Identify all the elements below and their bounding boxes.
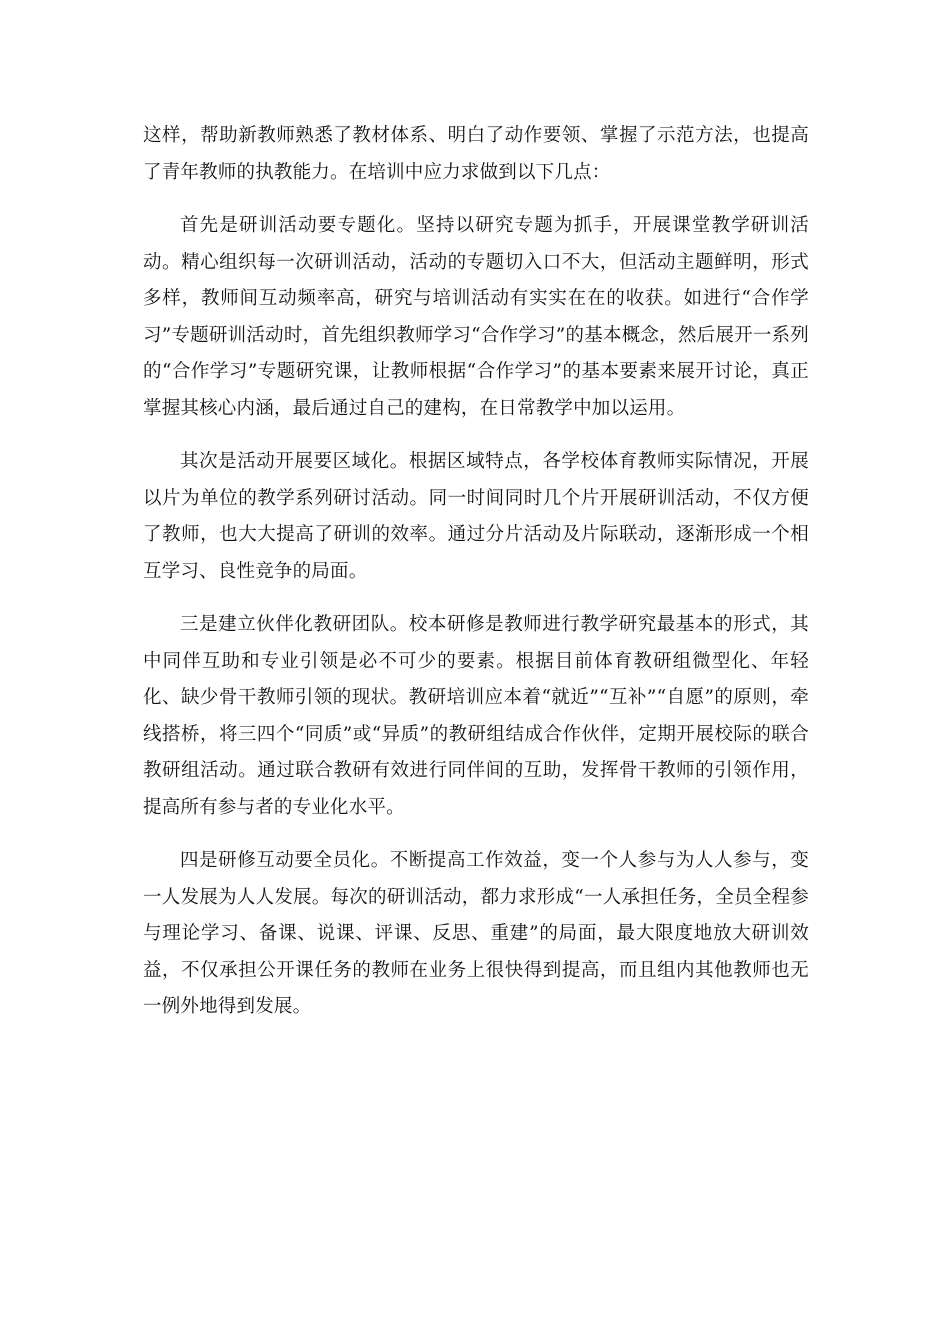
paragraph-continuation: 这样，帮助新教师熟悉了教材体系、明白了动作要领、掌握了示范方法，也提高了青年教师的执教能力。在培训中应力求做到以下几点： bbox=[143, 125, 809, 183]
paragraph-regional-activities: 其次是活动开展要区域化。根据区域特点，各学校体育教师实际情况，开展以片为单位的教学系列研讨活动。同一时间同时几个片开展研训活动，不仅方便了教师，也大大提高了研训的效率。通过分片活动及片际联动，逐渐形成一个相互学习、良性竞争的局面。 bbox=[143, 451, 809, 582]
paragraph-partner-teams: 三是建立伙伴化教研团队。校本研修是教师进行教学研究最基本的形式，其中同伴互助和专业引领是必不可少的要素。根据目前体育教研组微型化、年轻化、缺少骨干教师引领的现状。教研培训应本着“就近”“互补”“自愿”的原则，牵线搭桥，将三四个“同质”或“异质”的教研组结成合作伙伴，定期开展校际的联合教研组活动。通过联合教研有效进行同伴间的互助，发挥骨干教师的引领作用，提高所有参与者的专业化水平。 bbox=[143, 614, 809, 818]
paragraph-full-participation: 四是研修互动要全员化。不断提高工作效益，变一个人参与为人人参与，变一人发展为人人发展。每次的研训活动，都力求形成“一人承担任务，全员全程参与理论学习、备课、说课、评课、反思、重建”的局面，最大限度地放大研训效益，不仅承担公开课任务的教师在业务上很快得到提高，而且组内其他教师也无一例外地得到发展。 bbox=[143, 850, 809, 1017]
document-body bbox=[143, 118, 809, 1043]
paragraph-topic-based-training: 首先是研训活动要专题化。坚持以研究专题为抓手，开展课堂教学研训活动。精心组织每一次研训活动，活动的专题切入口不大，但活动主题鲜明，形式多样，教师间互动频率高，研究与培训活动有实实在在的收获。如进行“合作学习”专题研训活动时，首先组织教师学习“合作学习”的基本概念，然后展开一系列的“合作学习”专题研究课，让教师根据“合作学习”的基本要素来展开讨论，真正掌握其核心内涵，最后通过自己的建构，在日常教学中加以运用。 bbox=[143, 215, 809, 419]
